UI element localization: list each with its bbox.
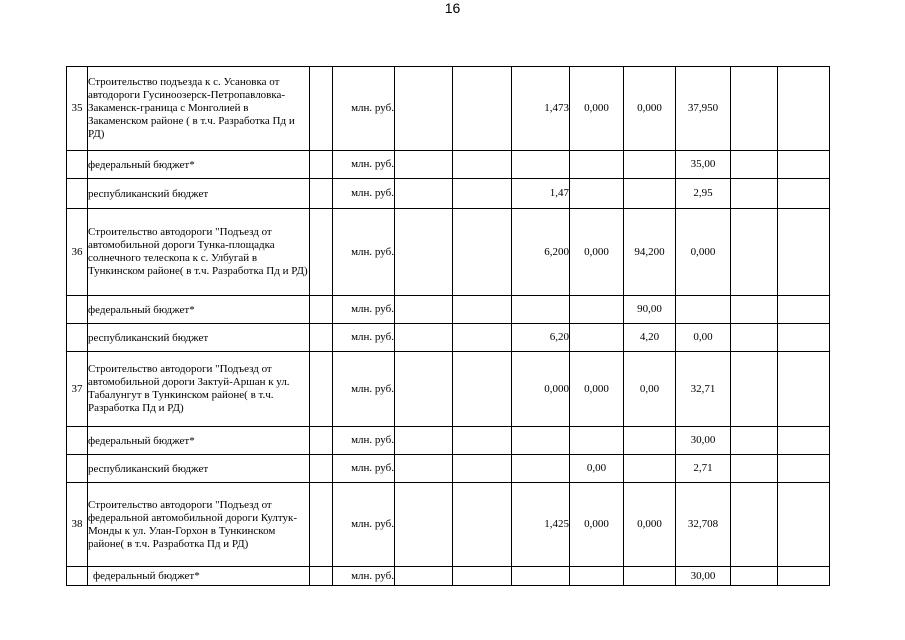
value-cell [453,427,512,455]
value-cell [570,151,624,179]
value-cell: 30,00 [676,567,731,586]
row-subtitle: республиканский бюджет [88,324,310,352]
value-cell [676,296,731,324]
blank-cell [310,151,333,179]
value-cell: 6,200 [512,209,570,296]
value-cell [778,296,830,324]
table-row [67,209,830,296]
blank-cell [67,324,88,352]
value-cell: 0,000 [624,483,676,567]
value-cell: 0,000 [676,209,731,296]
unit-cell: млн. руб. [333,352,395,427]
value-cell [453,455,512,483]
table-row [67,455,830,483]
value-cell [778,483,830,567]
table-row [67,352,830,427]
value-cell [731,567,778,586]
row-subtitle: федеральный бюджет* [88,427,310,455]
value-cell [453,352,512,427]
blank-cell [310,324,333,352]
value-cell [570,567,624,586]
value-cell: 1,47 [512,179,570,209]
value-cell [731,324,778,352]
value-cell [512,455,570,483]
value-cell [395,324,453,352]
unit-cell: млн. руб. [333,67,395,151]
table-row [67,483,830,567]
unit-cell: млн. руб. [333,427,395,455]
value-cell [778,209,830,296]
value-cell [395,483,453,567]
value-cell [512,151,570,179]
value-cell [570,324,624,352]
value-cell: 32,71 [676,352,731,427]
value-cell [731,67,778,151]
value-cell [731,352,778,427]
value-cell [395,151,453,179]
blank-cell [310,67,333,151]
value-cell: 35,00 [676,151,731,179]
row-number: 37 [67,352,88,427]
blank-cell [310,179,333,209]
value-cell: 1,473 [512,67,570,151]
table-row [67,151,830,179]
value-cell [395,427,453,455]
blank-cell [310,455,333,483]
table-row [67,567,830,586]
row-subtitle: федеральный бюджет* [88,567,310,586]
row-title: Строительство автодороги "Подъезд от автомобильной дороги Зактуй-Аршан к ул. Табалунгут в Тункинском районе( в т.ч. Разработка Пд и РД) [88,352,310,427]
value-cell: 0,000 [512,352,570,427]
value-cell [624,567,676,586]
value-cell [778,455,830,483]
value-cell [778,324,830,352]
value-cell: 0,00 [676,324,731,352]
unit-cell: млн. руб. [333,151,395,179]
unit-cell: млн. руб. [333,483,395,567]
value-cell: 32,708 [676,483,731,567]
value-cell [453,209,512,296]
blank-cell [67,567,88,586]
value-cell: 4,20 [624,324,676,352]
value-cell [395,209,453,296]
row-number: 35 [67,67,88,151]
value-cell: 30,00 [676,427,731,455]
value-cell [453,567,512,586]
value-cell: 2,71 [676,455,731,483]
table-row [67,296,830,324]
value-cell [731,427,778,455]
value-cell [731,483,778,567]
row-title: Строительство автодороги "Подъезд от федеральной автомобильной дороги Култук-Монды к ул. Улан-Горхон в Тункинском районе( в т.ч. Разработка Пд и РД) [88,483,310,567]
table-row [67,67,830,151]
row-subtitle: федеральный бюджет* [88,296,310,324]
unit-cell: млн. руб. [333,324,395,352]
value-cell [453,324,512,352]
value-cell [453,67,512,151]
blank-cell [310,352,333,427]
blank-cell [67,151,88,179]
value-cell [395,352,453,427]
value-cell [778,151,830,179]
value-cell [778,67,830,151]
value-cell: 2,95 [676,179,731,209]
value-cell [395,179,453,209]
unit-cell: млн. руб. [333,296,395,324]
table-row [67,179,830,209]
value-cell: 1,425 [512,483,570,567]
value-cell [453,179,512,209]
value-cell [778,179,830,209]
value-cell: 94,200 [624,209,676,296]
unit-cell: млн. руб. [333,567,395,586]
value-cell [570,179,624,209]
value-cell [395,455,453,483]
row-subtitle: федеральный бюджет* [88,151,310,179]
value-cell [395,567,453,586]
table-row [67,324,830,352]
value-cell [512,296,570,324]
value-cell [453,296,512,324]
value-cell [778,352,830,427]
value-cell [778,427,830,455]
row-title: Строительство автодороги "Подъезд от автомобильной дороги Тунка-площадка солнечного телескопа к с. Улбугай в Тункинском районе( в т.ч. Разработка Пд и РД) [88,209,310,296]
unit-cell: млн. руб. [333,455,395,483]
value-cell [570,427,624,455]
blank-cell [67,455,88,483]
blank-cell [310,483,333,567]
value-cell [512,567,570,586]
value-cell: 37,950 [676,67,731,151]
value-cell [395,296,453,324]
value-cell [570,296,624,324]
value-cell: 6,20 [512,324,570,352]
blank-cell [310,567,333,586]
value-cell [624,179,676,209]
value-cell: 0,000 [570,352,624,427]
table-row [67,427,830,455]
blank-cell [310,427,333,455]
value-cell: 0,000 [570,67,624,151]
value-cell [778,567,830,586]
value-cell [731,209,778,296]
row-subtitle: республиканский бюджет [88,179,310,209]
value-cell [512,427,570,455]
row-subtitle: республиканский бюджет [88,455,310,483]
row-number: 38 [67,483,88,567]
value-cell [624,455,676,483]
unit-cell: млн. руб. [333,179,395,209]
value-cell: 0,000 [624,67,676,151]
budget-table [66,66,830,586]
blank-cell [310,296,333,324]
value-cell [731,179,778,209]
blank-cell [310,209,333,296]
row-title: Строительство подъезда к с. Усановка от автодороги Гусиноозерск-Петропавловка-Закаменск-граница с Монголией в Закаменском районе ( в т.ч. Разработка Пд и РД) [88,67,310,151]
value-cell: 0,000 [570,209,624,296]
value-cell [624,151,676,179]
row-number: 36 [67,209,88,296]
blank-cell [67,427,88,455]
value-cell [453,151,512,179]
unit-cell: млн. руб. [333,209,395,296]
value-cell [731,455,778,483]
value-cell: 0,00 [570,455,624,483]
value-cell: 90,00 [624,296,676,324]
value-cell [731,151,778,179]
value-cell [395,67,453,151]
blank-cell [67,179,88,209]
blank-cell [67,296,88,324]
value-cell [731,296,778,324]
value-cell [624,427,676,455]
value-cell: 0,00 [624,352,676,427]
page-number: 16 [444,0,461,16]
value-cell: 0,000 [570,483,624,567]
value-cell [453,483,512,567]
